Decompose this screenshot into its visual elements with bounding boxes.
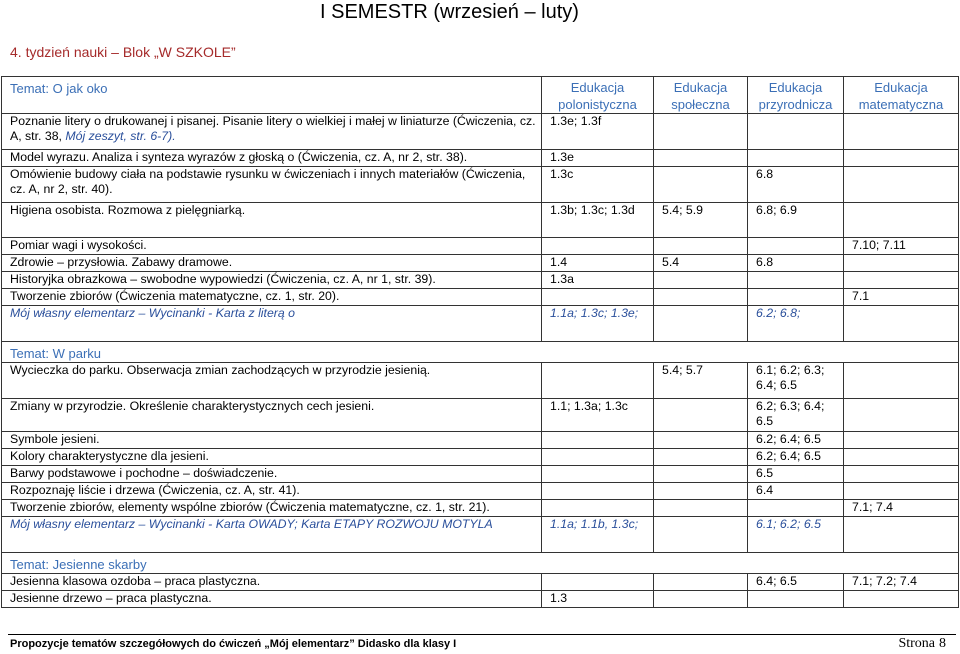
math-code-cell: [844, 591, 959, 608]
social-code-cell: [654, 289, 748, 306]
social-code-cell: [654, 114, 748, 150]
table-row: [2, 483, 959, 500]
table-row: [2, 289, 959, 306]
social-code-cell: [654, 449, 748, 466]
math-code-cell: [844, 167, 959, 203]
nature-code-cell: [748, 289, 844, 306]
math-code-cell: [844, 399, 959, 432]
math-code-cell: [844, 483, 959, 500]
social-code-cell: [654, 483, 748, 500]
nature-code-cell: 6.1; 6.2; 6.3; 6.4; 6.5: [748, 363, 844, 399]
polish-code-cell: 1.3e: [542, 150, 654, 167]
activity-cell: Jesienne drzewo – praca plastyczna.: [2, 591, 542, 608]
column-header-math: Edukacja matematyczna: [844, 77, 959, 114]
nature-code-cell: 6.1; 6.2; 6.5: [748, 517, 844, 553]
nature-code-cell: 6.5: [748, 466, 844, 483]
activity-cell: Kolory charakterystyczne dla jesieni.: [2, 449, 542, 466]
activity-cell: Tworzenie zbiorów (Ćwiczenia matematyczne, cz. 1, str. 20).: [2, 289, 542, 306]
social-code-cell: [654, 500, 748, 517]
table-row: [2, 399, 959, 432]
week-heading: 4. tydzień nauki – Blok „W SZKOLE”: [10, 44, 236, 60]
nature-code-cell: 6.2; 6.8;: [748, 306, 844, 342]
math-code-cell: [844, 150, 959, 167]
polish-code-cell: [542, 574, 654, 591]
polish-code-cell: 1.3b; 1.3c; 1.3d: [542, 203, 654, 238]
nature-code-cell: 6.8: [748, 255, 844, 272]
math-code-cell: [844, 203, 959, 238]
table-row: [2, 574, 959, 591]
nature-code-cell: 6.4: [748, 483, 844, 500]
nature-code-cell: 6.2; 6.3; 6.4; 6.5: [748, 399, 844, 432]
activity-cell: Barwy podstawowe i pochodne – doświadczenie.: [2, 466, 542, 483]
table-row: [2, 114, 959, 150]
table-row: [2, 517, 959, 553]
nature-code-cell: [748, 238, 844, 255]
activity-cell: Mój własny elementarz – Wycinanki - Karta z literą o: [2, 306, 542, 342]
polish-code-cell: [542, 449, 654, 466]
activity-cell: Wycieczka do parku. Obserwacja zmian zachodzących w przyrodzie jesienią.: [2, 363, 542, 399]
table-row: [2, 449, 959, 466]
column-header-social: Edukacja społeczna: [654, 77, 748, 114]
math-code-cell: [844, 272, 959, 289]
math-code-cell: [844, 114, 959, 150]
social-code-cell: [654, 272, 748, 289]
nature-code-cell: [748, 150, 844, 167]
table-row: [2, 167, 959, 203]
activity-cell: Higiena osobista. Rozmowa z pielęgniarką.: [2, 203, 542, 238]
table-row: [2, 255, 959, 272]
nature-code-cell: 6.2; 6.4; 6.5: [748, 449, 844, 466]
topic-title: Temat: W parku: [2, 342, 959, 363]
polish-code-cell: 1.3c: [542, 167, 654, 203]
social-code-cell: [654, 167, 748, 203]
polish-code-cell: [542, 432, 654, 449]
social-code-cell: [654, 432, 748, 449]
topic-heading: Temat: O jak oko: [2, 77, 542, 114]
social-code-cell: [654, 466, 748, 483]
table-header-row: [2, 77, 959, 114]
polish-code-cell: 1.3a: [542, 272, 654, 289]
table-row: [2, 466, 959, 483]
column-header-polish: Edukacja polonistyczna: [542, 77, 654, 114]
social-code-cell: [654, 517, 748, 553]
math-code-cell: [844, 306, 959, 342]
table-row: [2, 203, 959, 238]
activity-cell: Tworzenie zbiorów, elementy wspólne zbiorów (Ćwiczenia matematyczne, cz. 1, str. 21).: [2, 500, 542, 517]
activity-cell: Poznanie litery o drukowanej i pisanej. Pisanie litery o wielkiej i małej w liniaturze (Ćwiczenia, cz. A, str. 38, Mój zeszyt, str. 6-7).: [2, 114, 542, 150]
page-number: Strona 8: [898, 636, 946, 651]
nature-code-cell: 6.8: [748, 167, 844, 203]
nature-code-cell: 6.8; 6.9: [748, 203, 844, 238]
lesson-plan-table: [1, 76, 959, 608]
math-code-cell: [844, 466, 959, 483]
polish-code-cell: [542, 500, 654, 517]
social-code-cell: [654, 574, 748, 591]
activity-cell: Historyjka obrazkowa – swobodne wypowiedzi (Ćwiczenia, cz. A, nr 1, str. 39).: [2, 272, 542, 289]
math-code-cell: 7.10; 7.11: [844, 238, 959, 255]
topic-title: Temat: Jesienne skarby: [2, 553, 959, 574]
math-code-cell: [844, 432, 959, 449]
table-row: [2, 238, 959, 255]
social-code-cell: [654, 150, 748, 167]
activity-cell: Zdrowie – przysłowia. Zabawy dramowe.: [2, 255, 542, 272]
table-row: [2, 363, 959, 399]
polish-code-cell: 1.1; 1.3a; 1.3c: [542, 399, 654, 432]
table-row: [2, 272, 959, 289]
polish-code-cell: [542, 363, 654, 399]
activity-cell: Symbole jesieni.: [2, 432, 542, 449]
topic-row: [2, 553, 959, 574]
polish-code-cell: 1.1a; 1.3c; 1.3e;: [542, 306, 654, 342]
social-code-cell: 5.4; 5.9: [654, 203, 748, 238]
nature-code-cell: [748, 591, 844, 608]
table-row: [2, 306, 959, 342]
footer-divider: [8, 634, 956, 635]
nature-code-cell: [748, 500, 844, 517]
polish-code-cell: [542, 238, 654, 255]
math-code-cell: [844, 517, 959, 553]
table-row: [2, 500, 959, 517]
social-code-cell: [654, 306, 748, 342]
math-code-cell: 7.1: [844, 289, 959, 306]
table-row: [2, 150, 959, 167]
activity-cell: Mój własny elementarz – Wycinanki - Karta OWADY; Karta ETAPY ROZWOJU MOTYLA: [2, 517, 542, 553]
nature-code-cell: 6.2; 6.4; 6.5: [748, 432, 844, 449]
math-code-cell: 7.1; 7.2; 7.4: [844, 574, 959, 591]
activity-cell: Omówienie budowy ciała na podstawie rysunku w ćwiczeniach i innych materiałów (Ćwiczenia, cz. A, nr 2, str. 40).: [2, 167, 542, 203]
table-row: [2, 432, 959, 449]
activity-cell: Rozpoznaję liście i drzewa (Ćwiczenia, cz. A, str. 41).: [2, 483, 542, 500]
footer-caption: Propozycje tematów szczegółowych do ćwiczeń „Mój elementarz” Didasko dla klasy I: [10, 638, 457, 650]
activity-cell: Zmiany w przyrodzie. Określenie charakterystycznych cech jesieni.: [2, 399, 542, 432]
math-code-cell: [844, 363, 959, 399]
social-code-cell: [654, 238, 748, 255]
polish-code-cell: 1.1a; 1.1b, 1.3c;: [542, 517, 654, 553]
social-code-cell: 5.4; 5.7: [654, 363, 748, 399]
polish-code-cell: [542, 289, 654, 306]
polish-code-cell: 1.3e; 1.3f: [542, 114, 654, 150]
table-row: [2, 591, 959, 608]
social-code-cell: [654, 399, 748, 432]
math-code-cell: 7.1; 7.4: [844, 500, 959, 517]
topic-row: [2, 342, 959, 363]
social-code-cell: [654, 591, 748, 608]
math-code-cell: [844, 255, 959, 272]
activity-cell: Model wyrazu. Analiza i synteza wyrazów z głoską o (Ćwiczenia, cz. A, nr 2, str. 38).: [2, 150, 542, 167]
social-code-cell: 5.4: [654, 255, 748, 272]
activity-cell: Pomiar wagi i wysokości.: [2, 238, 542, 255]
nature-code-cell: [748, 114, 844, 150]
polish-code-cell: [542, 483, 654, 500]
nature-code-cell: 6.4; 6.5: [748, 574, 844, 591]
column-header-nature: Edukacja przyrodnicza: [748, 77, 844, 114]
activity-cell: Jesienna klasowa ozdoba – praca plastyczna.: [2, 574, 542, 591]
nature-code-cell: [748, 272, 844, 289]
math-code-cell: [844, 449, 959, 466]
polish-code-cell: 1.3: [542, 591, 654, 608]
polish-code-cell: [542, 466, 654, 483]
polish-code-cell: 1.4: [542, 255, 654, 272]
